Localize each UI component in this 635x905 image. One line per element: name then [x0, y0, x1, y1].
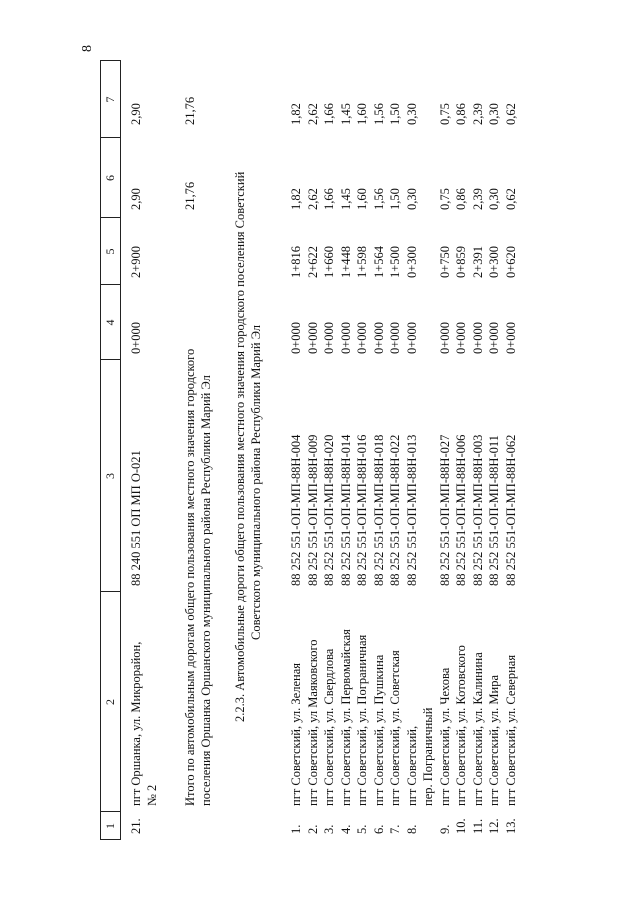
road-name: пгт Советский, ул. Мира [487, 674, 501, 806]
start-km: 0+000 [470, 321, 485, 354]
start-km: 0+000 [487, 321, 501, 354]
total-km: 1,45 [338, 103, 353, 125]
end-km: 1+500 [388, 245, 402, 278]
road-id: 88 252 551-ОП-МП-88Н-003 [470, 434, 485, 586]
table-top-rule [100, 60, 101, 840]
start-km: 0+000 [338, 321, 353, 354]
section-heading-line2: Советского муниципального района Республики Марий Эл [249, 324, 263, 640]
road-name: пгт Советский, ул. Советская [388, 650, 402, 806]
total-km: 1,82 [289, 103, 303, 125]
total-km: 2,90 [129, 103, 143, 125]
road-id: 88 252 551-ОП-МП-88Н-014 [338, 434, 353, 586]
start-km: 0+000 [305, 321, 320, 354]
total-km: 0,86 [454, 103, 468, 125]
road-name: пгт Советский, ул. Чехова [437, 667, 452, 806]
total-km: 0,30 [404, 103, 419, 125]
road-name: пгт Советский, ул. Первомайская [338, 629, 353, 806]
table-row [321, 60, 337, 840]
table-row [288, 60, 304, 840]
row-number: 12. [487, 818, 501, 834]
table-row [486, 60, 502, 840]
road-id: 88 252 551-ОП-МП-88Н-009 [305, 434, 320, 586]
subtotal-label-line1: Итого по автомобильным дорогам общего пользования местного значения городского [183, 348, 197, 806]
subtotal-label-line2: поселения Оршанка Оршанского муниципального района Республики Марий Эл [199, 375, 213, 806]
row-number: 13. [503, 818, 518, 834]
total-km: 0,30 [487, 103, 501, 125]
end-km: 1+598 [355, 245, 369, 278]
row-number: 10. [454, 818, 468, 834]
end-km: 2+391 [470, 245, 485, 278]
road-name-continued: № 2 [145, 784, 159, 806]
road-id: 88 240 551 ОП МП О-021 [129, 450, 143, 586]
table-row [404, 60, 420, 840]
start-km: 0+000 [129, 321, 143, 354]
row-number: 9. [437, 824, 452, 834]
road-id: 88 252 551-ОП-МП-88Н-016 [355, 434, 369, 586]
road-name: пгт Советский, ул. Котовского [454, 645, 468, 806]
end-km: 2+622 [305, 245, 320, 278]
road-name: пгт Советский, ул. Калинина [470, 652, 485, 806]
start-km: 0+000 [371, 321, 386, 354]
road-name: пер. Пограничный [421, 707, 435, 806]
end-km: 1+564 [371, 245, 386, 278]
length-km: 2,90 [129, 188, 143, 210]
table-row [437, 60, 453, 840]
start-km: 0+000 [503, 321, 518, 354]
road-name: пгт Советский, ул. Пограничная [355, 634, 369, 806]
end-km: 0+859 [454, 245, 468, 278]
length-km: 1,50 [388, 188, 402, 210]
header-col-4: 4 [103, 319, 117, 326]
length-km: 1,60 [355, 188, 369, 210]
table-row [128, 60, 144, 840]
subtotal-total: 21,76 [183, 96, 197, 125]
length-km: 1,56 [371, 188, 386, 210]
end-km: 2+900 [129, 245, 143, 278]
start-km: 0+000 [437, 321, 452, 354]
length-km: 0,86 [454, 188, 468, 210]
road-id: 88 252 551-ОП-МП-88Н-022 [388, 434, 402, 586]
table-row [453, 60, 469, 840]
row-number: 1. [289, 824, 303, 834]
road-name: пгт Советский, [404, 725, 419, 806]
table-row [387, 60, 403, 840]
start-km: 0+000 [289, 321, 303, 354]
end-km: 0+750 [437, 245, 452, 278]
length-km: 2,62 [305, 188, 320, 210]
road-id: 88 252 551-ОП-МП-88Н-011 [487, 435, 501, 586]
section-heading-line1: 2.2.3. Автомобильные дороги общего пользования местного значения городского поселения Советский [233, 171, 247, 722]
end-km: 0+300 [487, 245, 501, 278]
row-number: 5. [355, 824, 369, 834]
length-km: 0,30 [487, 188, 501, 210]
table-row [338, 60, 354, 840]
row-number: 11. [470, 818, 485, 834]
start-km: 0+000 [454, 321, 468, 354]
row-number: 21. [129, 818, 143, 834]
total-km: 0,62 [503, 103, 518, 125]
end-km: 1+448 [338, 245, 353, 278]
length-km: 1,45 [338, 188, 353, 210]
road-id: 88 252 551-ОП-МП-88Н-020 [322, 434, 336, 586]
road-id: 88 252 551-ОП-МП-88Н-004 [289, 434, 303, 586]
length-km: 2,39 [470, 188, 485, 210]
subtotal-length: 21,76 [183, 181, 197, 210]
row-number: 2. [305, 824, 320, 834]
row-number: 3. [322, 824, 336, 834]
end-km: 1+816 [289, 245, 303, 278]
total-km: 1,56 [371, 103, 386, 125]
start-km: 0+000 [404, 321, 419, 354]
road-name: пгт Советский, ул. Пушкина [371, 654, 386, 806]
end-km: 0+300 [404, 245, 419, 278]
length-km: 0,62 [503, 188, 518, 210]
total-km: 1,60 [355, 103, 369, 125]
end-km: 1+660 [322, 245, 336, 278]
length-km: 1,82 [289, 188, 303, 210]
row-number: 8. [404, 824, 419, 834]
table-row-continuation [144, 60, 160, 840]
header-col-3: 3 [103, 473, 117, 479]
header-col-7: 7 [103, 96, 117, 103]
page-number: 8 [80, 45, 95, 52]
table-row [354, 60, 370, 840]
road-id: 88 252 551-ОП-МП-88Н-013 [404, 434, 419, 586]
start-km: 0+000 [388, 321, 402, 354]
length-km: 1,66 [322, 188, 336, 210]
table-row [503, 60, 519, 840]
table-row [470, 60, 486, 840]
header-col-2: 2 [103, 699, 117, 705]
road-name: пгт Оршанка, ул. Микрорайон, [129, 641, 143, 806]
header-col-1: 1 [103, 823, 117, 829]
row-number: 7. [388, 824, 402, 834]
row-number: 4. [338, 824, 353, 834]
road-table [100, 60, 560, 840]
total-km: 2,62 [305, 103, 320, 125]
rotated-page [100, 60, 560, 840]
length-km: 0,30 [404, 188, 419, 210]
header-col-5: 5 [103, 248, 117, 255]
road-id: 88 252 551-ОП-МП-88Н-006 [454, 434, 468, 586]
row-number: 6. [371, 824, 386, 834]
road-id: 88 252 551-ОП-МП-88Н-027 [437, 434, 452, 586]
total-km: 1,66 [322, 103, 336, 125]
table-row [371, 60, 387, 840]
header-col-6: 6 [103, 175, 117, 181]
header-bottom-rule [120, 60, 121, 840]
road-id: 88 252 551-ОП-МП-88Н-018 [371, 434, 386, 586]
total-km: 0,75 [437, 103, 452, 125]
total-km: 2,39 [470, 103, 485, 125]
road-id: 88 252 551-ОП-МП-88Н-062 [503, 434, 518, 586]
road-name: пгт Советский, ул. Зеленая [289, 662, 303, 806]
start-km: 0+000 [355, 321, 369, 354]
length-km: 0,75 [437, 188, 452, 210]
end-km: 0+620 [503, 245, 518, 278]
road-name: пгт Советский, ул Маяковского [305, 639, 320, 806]
table-row [305, 60, 321, 840]
road-name: пгт Советский, ул. Северная [503, 654, 518, 806]
start-km: 0+000 [322, 321, 336, 354]
table-row [420, 60, 436, 840]
road-name: пгт Советский, ул. Свердлова [322, 648, 336, 806]
total-km: 1,50 [388, 103, 402, 125]
